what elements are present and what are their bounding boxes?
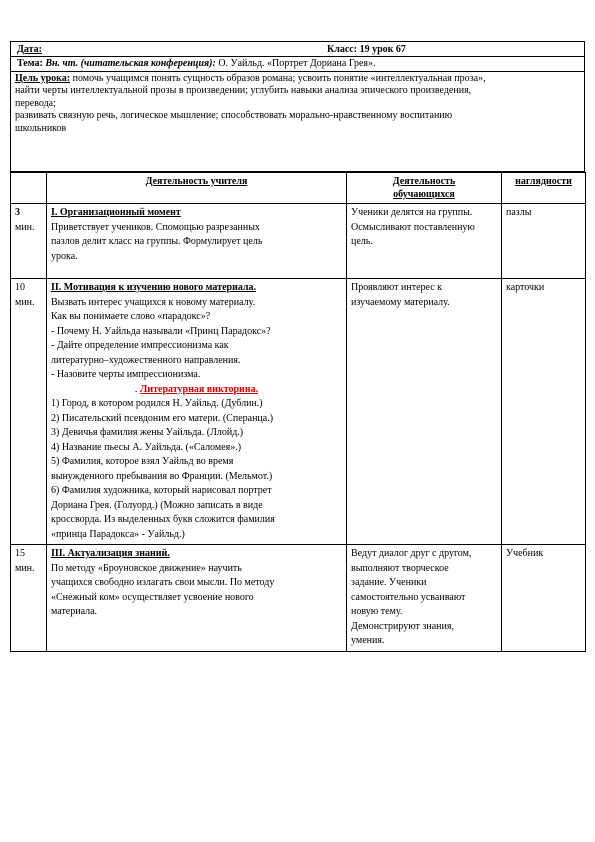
lesson-plan bbox=[10, 41, 585, 652]
goal-label: Цель урока: bbox=[15, 73, 71, 84]
teacher-header: Деятельность учителя bbox=[47, 173, 347, 204]
time-cell: 3 мин. bbox=[11, 204, 47, 279]
stage-title: I. Организационный момент bbox=[51, 207, 181, 218]
visual-cell: Учебник bbox=[502, 545, 586, 652]
class-lesson: Класс: 19 урок 67 bbox=[327, 44, 406, 55]
teacher-cell: I. Организационный момент Приветствует учеников. Спомощью разрезанных пазлов делит класс на группы. Формулирует цель урока. bbox=[47, 204, 347, 279]
time-cell: 10 мин. bbox=[11, 279, 47, 545]
theme-type: Вн. чт. (читательская конференция): bbox=[45, 58, 216, 69]
visual-header: наглядности bbox=[502, 173, 586, 204]
stage-title: III. Актуализация знаний. bbox=[51, 548, 170, 559]
teacher-cell: III. Актуализация знаний. По методу «Броуновское движение» научить учащихся свободно излагать свои мысли. По методу «Снежный ком» осуществляет усвоение нового материала. bbox=[47, 545, 347, 652]
lesson-table bbox=[10, 172, 586, 652]
table-header-row bbox=[11, 173, 586, 204]
time-cell: 15 мин. bbox=[11, 545, 47, 652]
theme-label: Тема: bbox=[17, 58, 43, 69]
time-header bbox=[11, 173, 47, 204]
date-label: Дата: bbox=[17, 44, 42, 55]
table-row bbox=[11, 545, 586, 652]
date-row bbox=[10, 41, 585, 57]
students-cell: Проявляют интерес к изучаемому материалу. bbox=[347, 279, 502, 545]
theme-text: О. Уайльд. «Портрет Дориана Грея». bbox=[215, 58, 376, 69]
table-row bbox=[11, 279, 586, 545]
students-cell: Ученики делятся на группы. Осмысливают поставленную цель. bbox=[347, 204, 502, 279]
teacher-cell: II. Мотивация к изучению нового материала. Вызвать интерес учащихся к новому материалу. Как вы понимаете слово «парадокс»? - Почему Н. Уайльда называли «Принц Парадокс»? - Дайте определение импрессионизма как литературно–художественного направления. - Назовите черты импрессионизма. . Литературная викторина. 1) Город, в котором родился Н. Уайльд. (Дублин.) 2) Писательский псевдоним его матери. (Сперанца.) 3) Девичья фамилия жены Уайльда. (Ллойд.) 4) Название пьесы А. Уайльда. («Саломея».) 5) Фамилия, которое взял Уайльд во время вынужденного пребывания во Франции. (Мельмот.) 6) Фамилия художника, который нарисовал портрет Дориана Грея. (Голуорд.) (Можно записать в виде кроссворда. Из выделенных букв сложится фамилия «принца Парадокса» - Уайльд.) bbox=[47, 279, 347, 545]
quiz-title: Литературная викторина. bbox=[139, 383, 259, 395]
students-header: Деятельность обучающихся bbox=[347, 173, 502, 204]
goal-line-1: помочь учащимся понять сущность образов романа; усвоить понятие «интеллектуальная проза», bbox=[70, 73, 486, 84]
theme-row bbox=[10, 57, 585, 72]
stage-title: II. Мотивация к изучению нового материала. bbox=[51, 282, 257, 293]
goal-line-5: школьников bbox=[15, 122, 67, 134]
goal-block bbox=[10, 72, 585, 172]
students-cell: Ведут диалог друг с другом, выполняют творческое задание. Ученики самостоятельно усваивают новую тему. Демонстрируют знания, умения. bbox=[347, 545, 502, 652]
table-row bbox=[11, 204, 586, 279]
visual-cell: пазлы bbox=[502, 204, 586, 279]
goal-line-3: перевода; bbox=[15, 97, 56, 109]
goal-line-4: развивать связную речь, логическое мышление; способствовать морально-нравственному воспитанию bbox=[15, 110, 453, 122]
goal-line-2: найти черты интеллектуальной прозы в произведении; углубить навыки анализа эпического произведения, bbox=[15, 85, 472, 97]
visual-cell: карточки bbox=[502, 279, 586, 545]
